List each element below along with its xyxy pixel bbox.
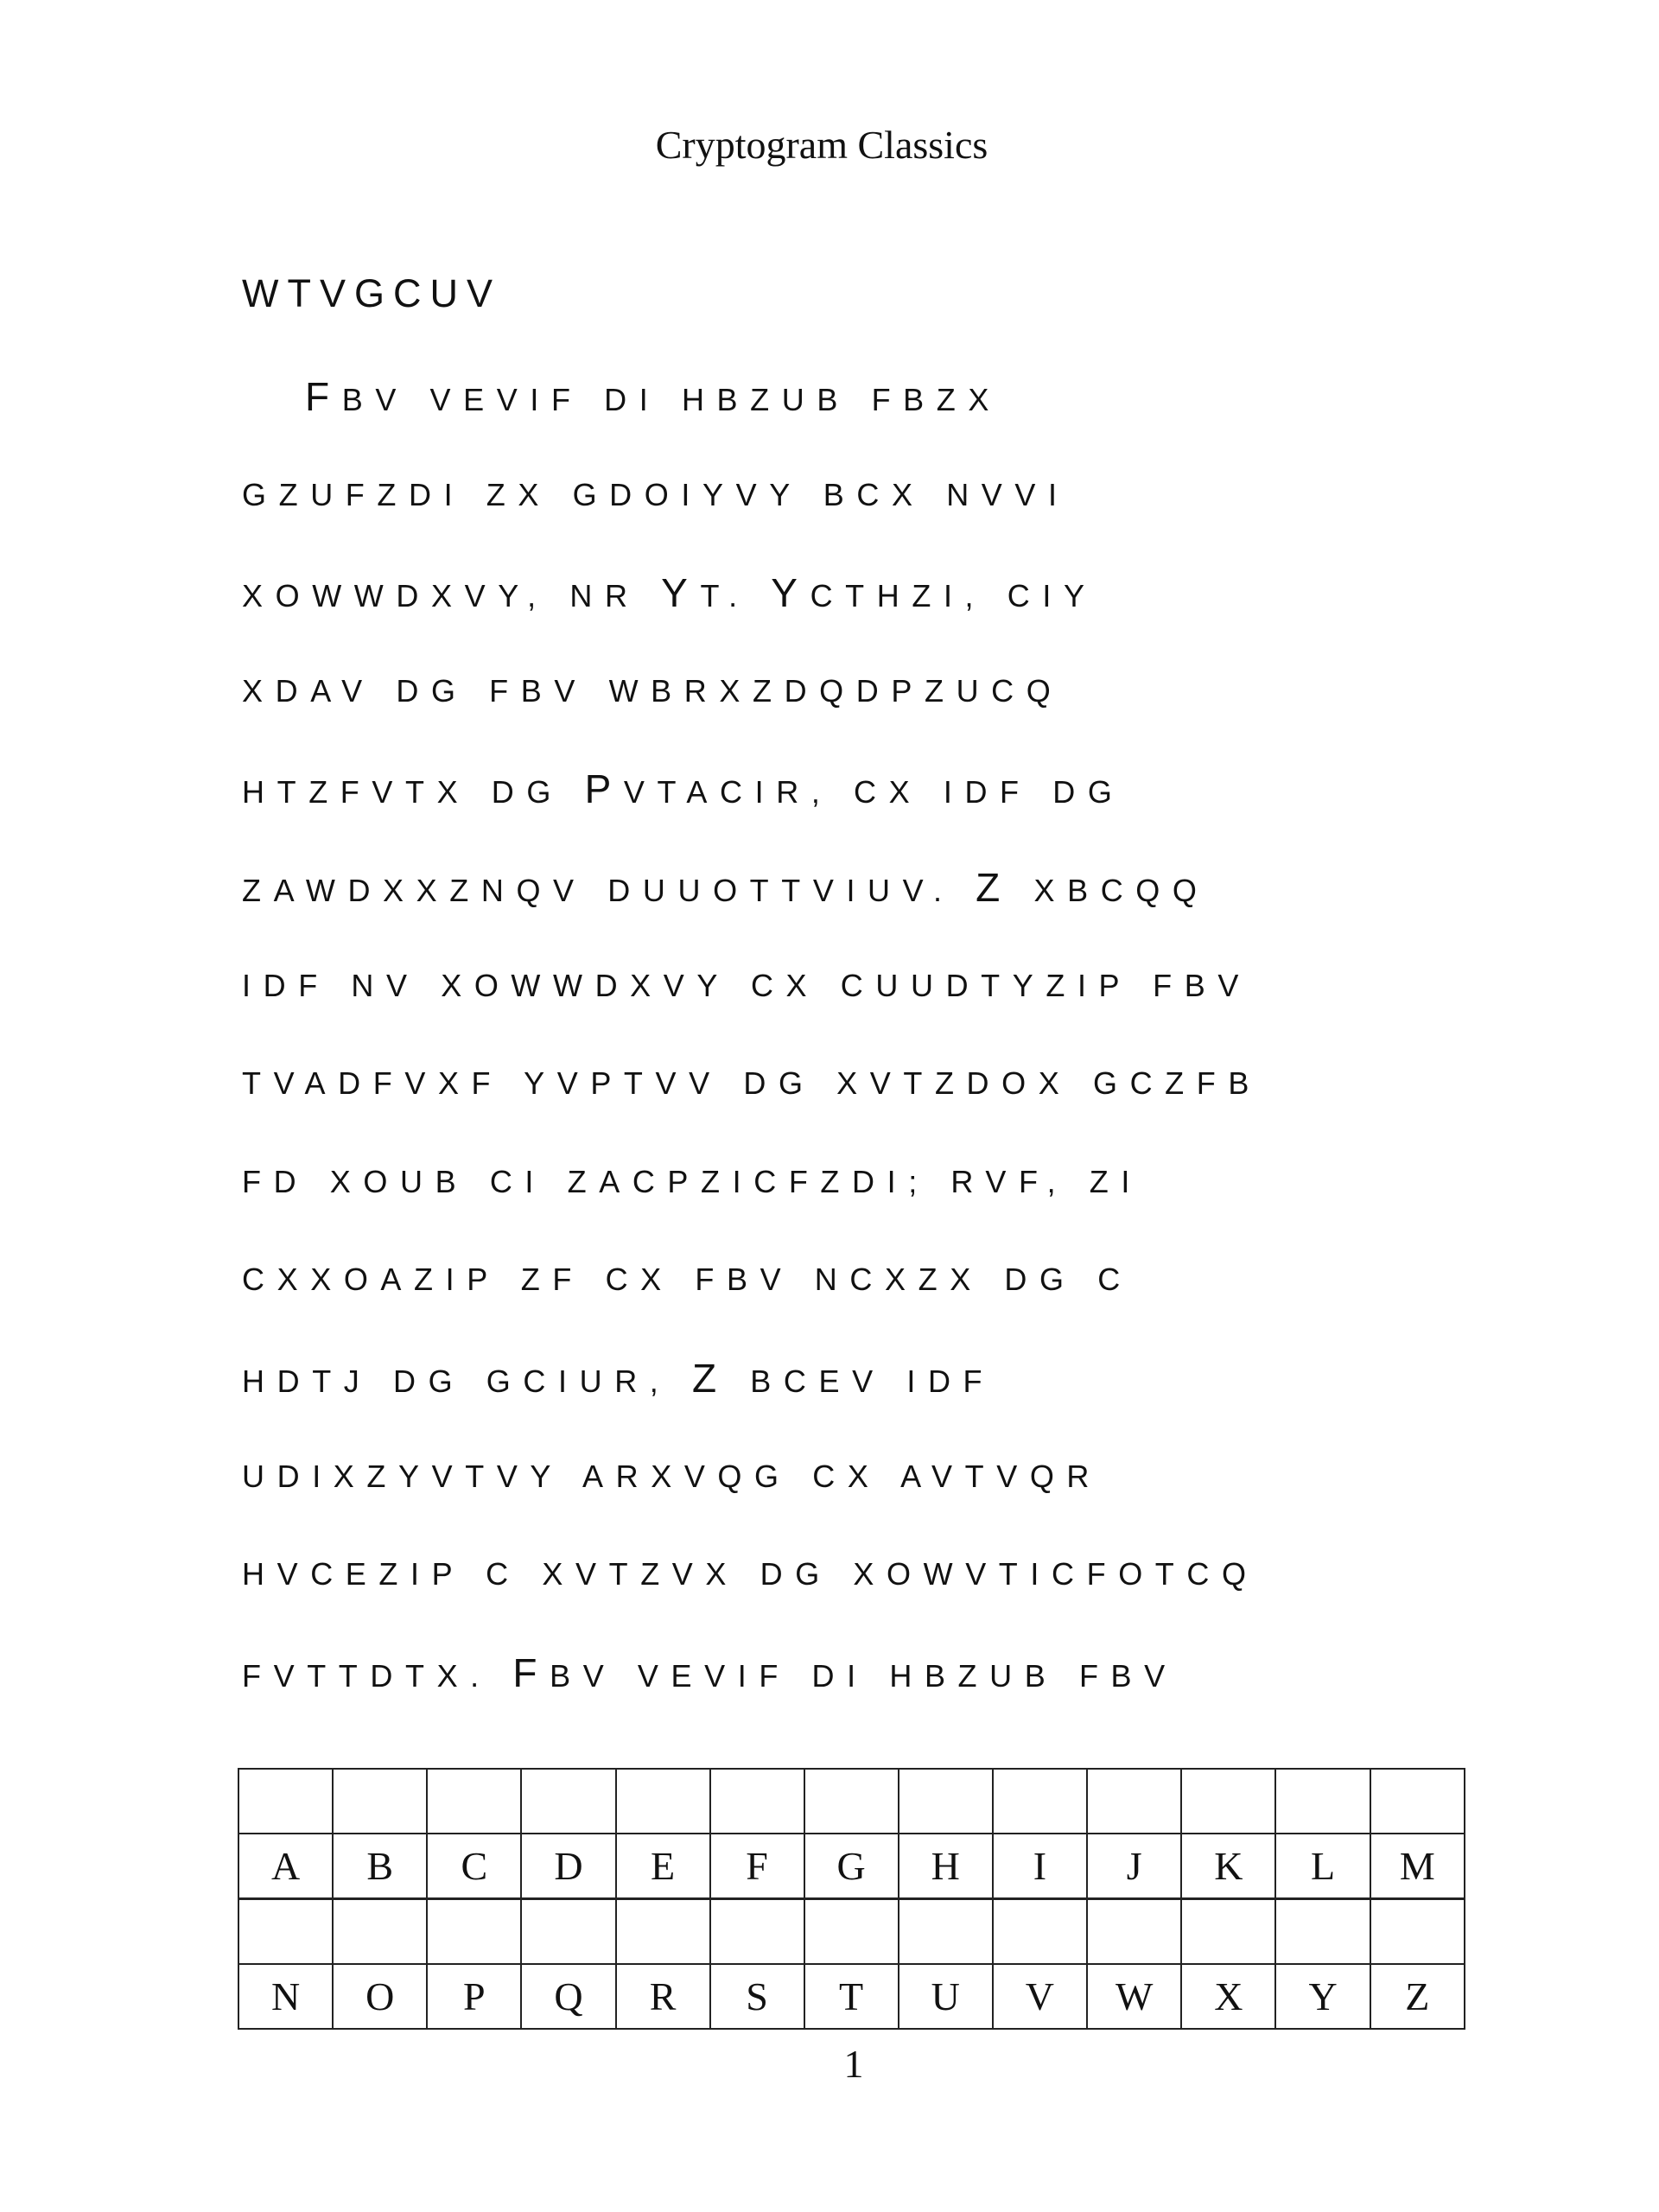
key-letter-a: A <box>238 1834 333 1899</box>
answer-cell-g[interactable] <box>804 1769 899 1834</box>
key-letter-q: Q <box>521 1964 615 2029</box>
puzzle-title: WTVGCUV <box>242 271 501 315</box>
cipher-line <box>242 1066 1262 1101</box>
key-letter-z: Z <box>1370 1964 1465 2029</box>
answer-cell-l[interactable] <box>1275 1769 1370 1834</box>
cipher-line <box>242 1262 1133 1297</box>
key-letter-w: W <box>1087 1964 1181 2029</box>
answer-cell-m[interactable] <box>1370 1769 1465 1834</box>
cipher-text: UDIXZYVTVY ARXVQG CX AVTVQR <box>242 1458 1103 1494</box>
key-letter-t: T <box>804 1964 899 2029</box>
answer-cell-b[interactable] <box>333 1769 427 1834</box>
key-letter-u: U <box>899 1964 993 2029</box>
cipher-text: BV VEVIF DI HBZUB FBV <box>550 1657 1178 1694</box>
cipher-text: BCEV IDF <box>728 1363 995 1399</box>
answer-cell-t[interactable] <box>804 1899 899 1965</box>
cipher-line <box>305 374 1001 419</box>
key-letter-y: Y <box>1275 1964 1370 2029</box>
cipher-text: XDAV DG FBV WBRXZDQDPZUCQ <box>242 672 1064 709</box>
key-letter-v: V <box>993 1964 1087 2029</box>
answer-cell-y[interactable] <box>1275 1899 1370 1965</box>
page-number: 1 <box>843 2042 864 2086</box>
answer-row-1 <box>238 1769 1465 1834</box>
cipher-line <box>242 1165 1142 1199</box>
cipher-text: IDF NV XOWWDXVY CX CUUDTYZIP FBV <box>242 967 1251 1003</box>
cipher-text: CXXOAZIP ZF CX FBV NCXZX DG C <box>242 1262 1133 1298</box>
answer-cell-c[interactable] <box>427 1769 521 1834</box>
answer-cell-n[interactable] <box>238 1899 333 1965</box>
key-letter-p: P <box>427 1964 521 2029</box>
answer-cell-a[interactable] <box>238 1769 333 1834</box>
answer-cell-x[interactable] <box>1181 1899 1275 1965</box>
cipher-text: XOWWDXVY, NR <box>242 578 662 614</box>
cipher-text: VTACIR, CX IDF DG <box>623 774 1125 810</box>
cipher-capital: F <box>512 1649 550 1695</box>
cipher-text: GZUFZDI ZX GDOIYVY BCX NVVI <box>242 476 1070 512</box>
cipher-text: FD XOUB CI ZACPZICFZDI; RVF, ZI <box>242 1163 1142 1199</box>
cipher-capital: Z <box>976 865 1013 910</box>
cipher-text: CTHZI, CIY <box>810 578 1097 614</box>
cipher-line <box>242 766 1125 812</box>
cipher-line <box>242 478 1070 512</box>
cipher-text: HTZFVTX DG <box>242 774 585 810</box>
key-letter-j: J <box>1087 1834 1181 1899</box>
answer-cell-j[interactable] <box>1087 1769 1181 1834</box>
answer-cell-d[interactable] <box>521 1769 615 1834</box>
cipher-text: HDTJ DG GCIUR, <box>242 1363 692 1399</box>
cipher-capital: Y <box>661 570 701 616</box>
cipher-line <box>242 1557 1259 1592</box>
answer-cell-o[interactable] <box>333 1899 427 1965</box>
page-header: Cryptogram Classics <box>655 123 988 167</box>
letter-row-2 <box>238 1964 1465 2029</box>
answer-cell-s[interactable] <box>710 1899 804 1965</box>
answer-row-2 <box>238 1899 1465 1965</box>
answer-cell-w[interactable] <box>1087 1899 1181 1965</box>
answer-cell-r[interactable] <box>616 1899 710 1965</box>
cipher-capital: Y <box>771 570 810 616</box>
cipher-text: XBCQQ <box>1012 873 1210 908</box>
answer-cell-q[interactable] <box>521 1899 615 1965</box>
cipher-text: BV VEVIF DI HBZUB FBZX <box>341 382 1001 417</box>
key-letter-n: N <box>238 1964 333 2029</box>
key-letter-f: F <box>710 1834 804 1899</box>
answer-cell-e[interactable] <box>616 1769 710 1834</box>
key-letter-k: K <box>1181 1834 1275 1899</box>
cipher-capital: F <box>305 374 342 419</box>
cipher-line <box>242 1649 1178 1695</box>
key-letter-c: C <box>427 1834 521 1899</box>
cipher-capital: Z <box>692 1356 729 1401</box>
cipher-text: TVADFVXF YVPTVV DG XVTZDOX GCZFB <box>242 1065 1262 1102</box>
key-letter-m: M <box>1370 1834 1465 1899</box>
answer-cell-z[interactable] <box>1370 1899 1465 1965</box>
key-letter-i: I <box>993 1834 1087 1899</box>
key-letter-x: X <box>1181 1964 1275 2029</box>
answer-cell-v[interactable] <box>993 1899 1087 1965</box>
cipher-text: HVCEZIP C XVTZVX DG XOWVTICFOTCQ <box>242 1556 1259 1592</box>
key-letter-e: E <box>616 1834 710 1899</box>
key-letter-g: G <box>804 1834 899 1899</box>
key-letter-o: O <box>333 1964 427 2029</box>
key-letter-h: H <box>899 1834 993 1899</box>
answer-cell-f[interactable] <box>710 1769 804 1834</box>
cipher-text: FVTTDTX. <box>242 1657 513 1694</box>
cipher-line <box>242 865 1210 910</box>
answer-cell-h[interactable] <box>899 1769 993 1834</box>
key-letter-l: L <box>1275 1834 1370 1899</box>
letter-row-1 <box>238 1834 1465 1899</box>
cipher-capital: P <box>584 766 624 812</box>
cipher-line <box>242 674 1063 709</box>
cipher-line <box>242 570 1097 616</box>
cipher-line <box>242 969 1251 1003</box>
solution-key-table <box>238 1768 1465 2030</box>
answer-cell-i[interactable] <box>993 1769 1087 1834</box>
cipher-line <box>242 1356 995 1401</box>
answer-cell-u[interactable] <box>899 1899 993 1965</box>
cipher-text: ZAWDXXZNQV DUUOTTVIUV. <box>242 873 976 908</box>
cipher-text: T. <box>700 578 772 614</box>
key-letter-b: B <box>333 1834 427 1899</box>
answer-cell-k[interactable] <box>1181 1769 1275 1834</box>
cipher-line <box>242 1459 1102 1494</box>
key-letter-d: D <box>521 1834 615 1899</box>
answer-cell-p[interactable] <box>427 1899 521 1965</box>
key-letter-s: S <box>710 1964 804 2029</box>
key-letter-r: R <box>616 1964 710 2029</box>
